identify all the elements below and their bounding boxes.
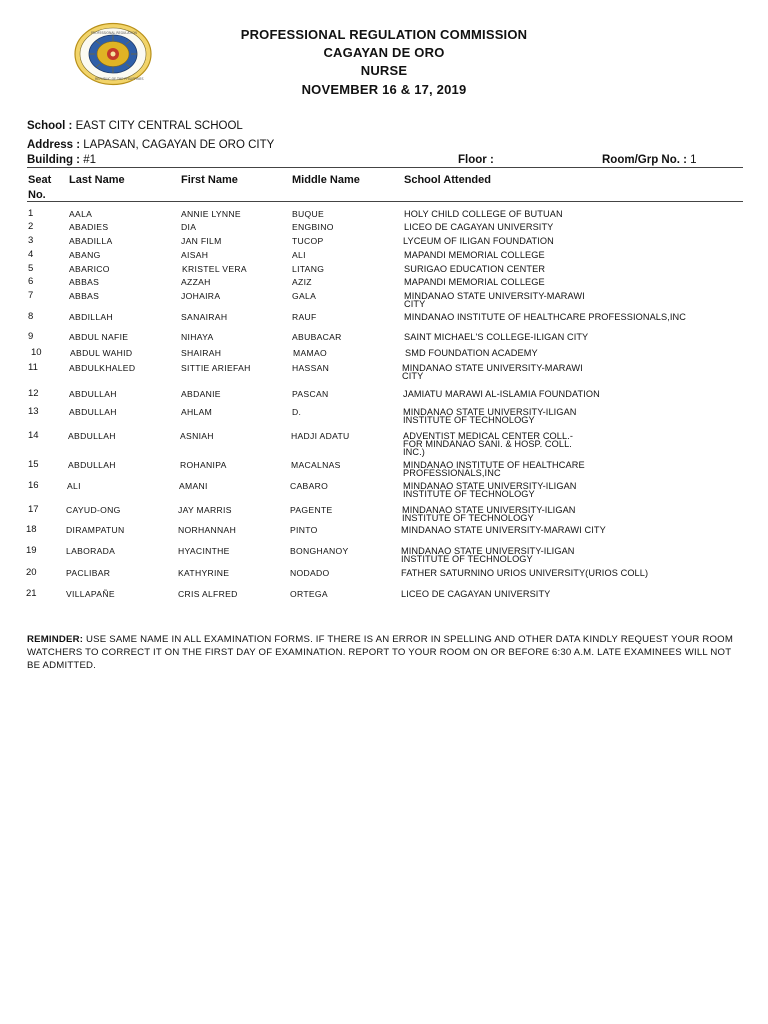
- seat-number: 7: [28, 290, 34, 301]
- middle-name: PINTO: [290, 525, 318, 535]
- seat-number: 6: [28, 276, 34, 287]
- header-rule-bottom: [27, 201, 743, 202]
- school-attended: HOLY CHILD COLLEGE OF BUTUAN: [404, 209, 563, 219]
- middle-name: NODADO: [290, 568, 330, 578]
- first-name: ANNIE LYNNE: [181, 209, 241, 219]
- seat-number: 4: [28, 249, 34, 260]
- school-attended: MINDANAO STATE UNIVERSITY-MARAWI CITY: [404, 291, 585, 310]
- school-attended: MINDANAO STATE UNIVERSITY-ILIGAN INSTITUTE OF TECHNOLOGY: [402, 505, 576, 524]
- last-name: ABDUL NAFIE: [69, 332, 129, 342]
- col-seat: Seat: [28, 174, 52, 186]
- seat-number: 8: [28, 311, 34, 322]
- first-name: NIHAYA: [181, 332, 214, 342]
- last-name: ABBAS: [69, 291, 100, 301]
- col-middle-name: Middle Name: [292, 174, 360, 186]
- first-name: JAN FILM: [181, 236, 222, 246]
- first-name: KRISTEL VERA: [182, 264, 247, 274]
- school-attended: JAMIATU MARAWI AL-ISLAMIA FOUNDATION: [403, 389, 600, 399]
- address-label: Address :: [27, 139, 81, 151]
- last-name: ALI: [67, 481, 81, 491]
- middle-name: PASCAN: [292, 389, 329, 399]
- seat-number: 21: [26, 588, 37, 599]
- middle-name: RAUF: [292, 312, 317, 322]
- last-name: ABDUL WAHID: [70, 348, 133, 358]
- school-attended: MINDANAO STATE UNIVERSITY-MARAWI CITY: [401, 525, 606, 535]
- first-name: NORHANNAH: [178, 525, 237, 535]
- seat-number: 17: [28, 504, 39, 515]
- last-name: ABBAS: [69, 277, 100, 287]
- school-attended: LICEO DE CAGAYAN UNIVERSITY: [401, 589, 551, 599]
- middle-name: D.: [292, 407, 302, 417]
- middle-name: HADJI ADATU: [291, 431, 350, 441]
- last-name: ABDULLAH: [69, 389, 117, 399]
- first-name: HYACINTHE: [178, 546, 230, 556]
- seat-number: 18: [26, 524, 37, 535]
- first-name: JOHAIRA: [181, 291, 221, 301]
- last-name: CAYUD-ONG: [66, 505, 121, 515]
- middle-name: AZIZ: [292, 277, 312, 287]
- first-name: AZZAH: [181, 277, 211, 287]
- last-name: ABDULLAH: [69, 407, 117, 417]
- middle-name: LITANG: [292, 264, 325, 274]
- first-name: SANAIRAH: [181, 312, 228, 322]
- exam-location: CAGAYAN DE ORO: [323, 45, 445, 60]
- last-name: AALA: [69, 209, 93, 219]
- col-seat-no: No.: [28, 189, 46, 201]
- school-label: School :: [27, 120, 73, 132]
- reminder-note: [27, 633, 743, 672]
- first-name: JAY MARRIS: [178, 505, 232, 515]
- last-name: ABANG: [69, 250, 101, 260]
- seat-number: 1: [28, 208, 34, 219]
- middle-name: GALA: [292, 291, 317, 301]
- school-value: EAST CITY CENTRAL SCHOOL: [75, 120, 243, 132]
- middle-name: CABARO: [290, 481, 329, 491]
- last-name: LABORADA: [66, 546, 116, 556]
- last-name: ABDILLAH: [69, 312, 113, 322]
- school-attended: MINDANAO STATE UNIVERSITY-MARAWI CITY: [402, 363, 583, 382]
- school-attended: SURIGAO EDUCATION CENTER: [404, 264, 546, 274]
- seat-number: 14: [28, 430, 39, 441]
- room-line: [602, 154, 697, 166]
- first-name: AISAH: [181, 250, 209, 260]
- last-name: ABDULLAH: [68, 460, 116, 470]
- seat-number: 5: [28, 263, 34, 274]
- middle-name: ALI: [292, 250, 306, 260]
- school-attended: MAPANDI MEMORIAL COLLEGE: [404, 250, 545, 260]
- room-value: 1: [690, 154, 697, 166]
- first-name: ROHANIPA: [180, 460, 227, 470]
- col-last-name: Last Name: [69, 174, 125, 186]
- reminder-text: USE SAME NAME IN ALL EXAMINATION FORMS. IF THERE IS AN ERROR IN SPELLING AND OTHER DATA KINDLY REQUEST YOUR ROOM WATCHERS TO CORRECT IT ON THE FIRST DAY OF EXAMINATION. REPORT TO YOUR ROOM ON OR BEFORE 6:30 A.M. LATE EXAMINEES WILL NOT BE ADMITTED.: [27, 634, 734, 671]
- middle-name: HASSAN: [292, 363, 330, 373]
- exam-date: NOVEMBER 16 & 17, 2019: [301, 82, 467, 97]
- first-name: KATHYRINE: [178, 568, 230, 578]
- school-attended: MINDANAO STATE UNIVERSITY-ILIGAN INSTITUTE OF TECHNOLOGY: [401, 546, 575, 565]
- first-name: AMANI: [179, 481, 208, 491]
- school-attended: MINDANAO INSTITUTE OF HEALTHCARE PROFESSIONALS,INC: [403, 460, 585, 479]
- middle-name: BUQUE: [292, 209, 325, 219]
- address-value: LAPASAN, CAGAYAN DE ORO CITY: [83, 139, 275, 151]
- seat-number: 10: [31, 347, 42, 358]
- building-label: Building :: [27, 154, 81, 166]
- first-name: DIA: [181, 222, 197, 232]
- seat-number: 13: [28, 406, 39, 417]
- last-name: PACLIBAR: [66, 568, 111, 578]
- first-name: SITTIE ARIEFAH: [181, 363, 251, 373]
- seat-number: 3: [28, 235, 34, 246]
- school-attended: MINDANAO STATE UNIVERSITY-ILIGAN INSTITUTE OF TECHNOLOGY: [403, 407, 577, 426]
- last-name: ABDULKHALED: [69, 363, 136, 373]
- school-attended: SMD FOUNDATION ACADEMY: [405, 348, 538, 358]
- col-first-name: First Name: [181, 174, 238, 186]
- middle-name: PAGENTE: [290, 505, 333, 515]
- building-line: [27, 154, 96, 166]
- seat-number: 12: [28, 388, 39, 399]
- middle-name: ABUBACAR: [292, 332, 342, 342]
- seat-number: 2: [28, 221, 34, 232]
- middle-name: TUCOP: [292, 236, 324, 246]
- seat-number: 16: [28, 480, 39, 491]
- exam-name: NURSE: [360, 63, 408, 78]
- last-name: VILLAPAÑE: [66, 589, 115, 599]
- col-school-attended: School Attended: [404, 174, 491, 186]
- middle-name: MACALNAS: [291, 460, 341, 470]
- school-attended: MINDANAO STATE UNIVERSITY-ILIGAN INSTITUTE OF TECHNOLOGY: [403, 481, 577, 500]
- first-name: CRIS ALFRED: [178, 589, 238, 599]
- last-name: ABDULLAH: [68, 431, 116, 441]
- first-name: SHAIRAH: [181, 348, 222, 358]
- middle-name: ORTEGA: [290, 589, 328, 599]
- reminder-label: REMINDER:: [27, 634, 84, 645]
- svg-text:PROFESSIONAL REGULATION: PROFESSIONAL REGULATION: [91, 31, 137, 35]
- school-attended: ADVENTIST MEDICAL CENTER COLL.- FOR MINDANAO SANI. & HOSP. COLL. INC.): [403, 431, 574, 458]
- school-attended: MAPANDI MEMORIAL COLLEGE: [404, 277, 545, 287]
- school-attended: LYCEUM OF ILIGAN FOUNDATION: [403, 236, 554, 246]
- commission-title: PROFESSIONAL REGULATION COMMISSION: [240, 27, 528, 42]
- middle-name: ENGBINO: [292, 222, 334, 232]
- school-attended: FATHER SATURNINO URIOS UNIVERSITY(URIOS COLL): [401, 568, 649, 578]
- building-value: #1: [83, 154, 97, 166]
- school-attended: LICEO DE CAGAYAN UNIVERSITY: [404, 222, 554, 232]
- room-label: Room/Grp No. :: [602, 154, 687, 166]
- first-name: AHLAM: [181, 407, 213, 417]
- address-line: [27, 139, 274, 151]
- seat-number: 11: [28, 362, 38, 373]
- svg-text:REPUBLIC OF THE PHILIPPINES: REPUBLIC OF THE PHILIPPINES: [95, 77, 144, 81]
- last-name: ABADIES: [69, 222, 109, 232]
- header-rule-top: [27, 167, 743, 168]
- middle-name: MAMAO: [293, 348, 327, 358]
- seat-number: 19: [26, 545, 37, 556]
- first-name: ABDANIE: [181, 389, 221, 399]
- school-attended: MINDANAO INSTITUTE OF HEALTHCARE PROFESSIONALS,INC: [404, 312, 687, 322]
- last-name: ABADILLA: [69, 236, 113, 246]
- last-name: ABARICO: [69, 264, 110, 274]
- seat-number: 20: [26, 567, 37, 578]
- school-attended: SAINT MICHAEL'S COLLEGE-ILIGAN CITY: [404, 332, 589, 342]
- seat-number: 15: [28, 459, 39, 470]
- seat-number: 9: [28, 331, 34, 342]
- middle-name: BONGHANOY: [290, 546, 349, 556]
- first-name: ASNIAH: [180, 431, 214, 441]
- last-name: DIRAMPATUN: [66, 525, 125, 535]
- floor-label: Floor :: [458, 154, 494, 166]
- school-line: [27, 120, 243, 132]
